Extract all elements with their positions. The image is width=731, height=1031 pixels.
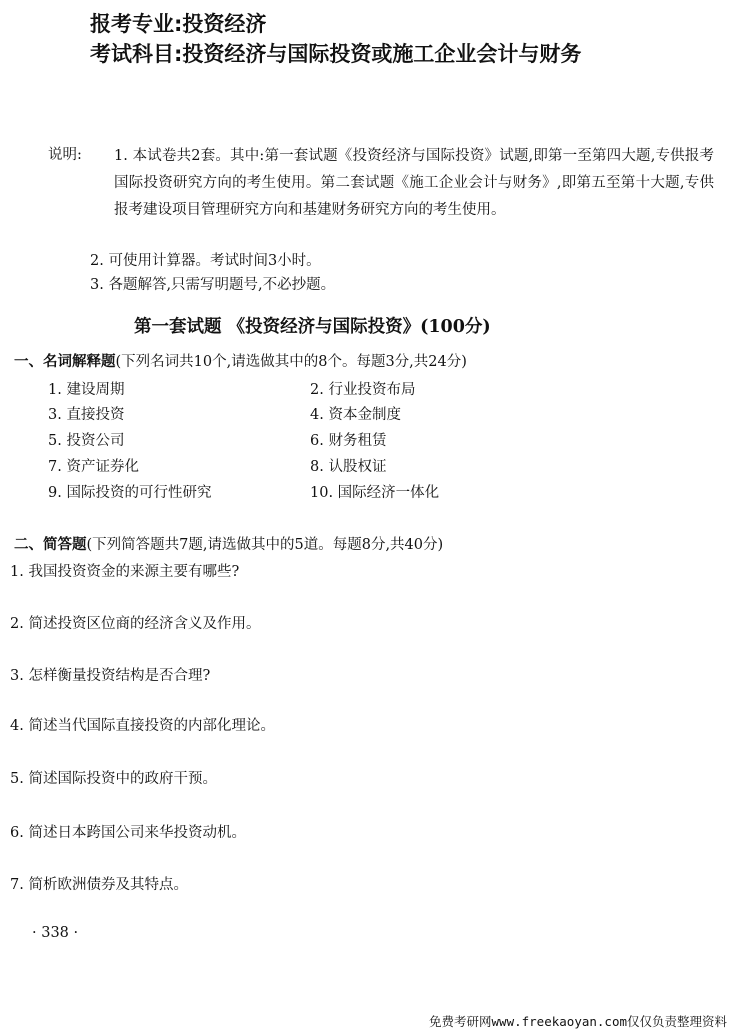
question-item: 6. 简述日本跨国公司来华投资动机。 [10, 825, 246, 841]
exam-header-subject: 考试科目:投资经济与国际投资或施工企业会计与财务 [90, 42, 582, 66]
question-item: 7. 简析欧洲债券及其特点。 [10, 877, 188, 893]
term-item: 6. 财务租赁 [310, 433, 387, 449]
set-title: 第一套试题 《投资经济与国际投资》(100分) [134, 317, 491, 337]
term-item: 4. 资本金制度 [310, 407, 401, 423]
term-item: 2. 行业投资布局 [310, 382, 416, 398]
term-item: 1. 建设周期 [48, 382, 125, 398]
instructions-label: 说明: [48, 147, 82, 163]
page-number: · 338 · [32, 925, 79, 941]
term-item: 3. 直接投资 [48, 407, 125, 423]
question-item: 4. 简述当代国际直接投资的内部化理论。 [10, 718, 275, 734]
term-item: 9. 国际投资的可行性研究 [48, 485, 212, 501]
term-item: 10. 国际经济一体化 [310, 485, 440, 501]
section2-heading: 二、简答题 [14, 537, 87, 553]
section1-heading-line [14, 350, 467, 371]
section2-note: (下列简答题共7题,请选做其中的5道。每题8分,共40分) [86, 537, 444, 553]
term-item: 8. 认股权证 [310, 459, 387, 475]
term-item: 5. 投资公司 [48, 433, 125, 449]
instructions-item-3: 3. 各题解答,只需写明题号,不必抄题。 [90, 277, 336, 293]
instructions-item-2: 2. 可使用计算器。考试时间3小时。 [90, 253, 321, 269]
section1-note: (下列名词共10个,请选做其中的8个。每题3分,共24分) [115, 354, 467, 370]
section1-heading: 一、名词解释题 [14, 354, 116, 370]
exam-header-major: 报考专业:投资经济 [90, 12, 267, 36]
watermark-text: 免费考研网www.freekaoyan.com仅仅负责整理资料 [429, 1014, 727, 1029]
term-item: 7. 资产证券化 [48, 459, 139, 475]
question-item: 5. 简述国际投资中的政府干预。 [10, 771, 217, 787]
section2-heading-line [14, 533, 443, 554]
question-item: 2. 简述投资区位商的经济含义及作用。 [10, 616, 261, 632]
question-item: 1. 我国投资资金的来源主要有哪些? [10, 564, 240, 580]
question-item: 3. 怎样衡量投资结构是否合理? [10, 668, 211, 684]
instructions-item-1: 1. 本试卷共2套。其中:第一套试题《投资经济与国际投资》试题,即第一至第四大题,专供报考国际投资研究方向的考生使用。第二套试题《施工企业会计与财务》,即第五至第十大题,专供报考建设项目管理研究方向和基建财务研究方向的考生使用。 [114, 148, 714, 218]
